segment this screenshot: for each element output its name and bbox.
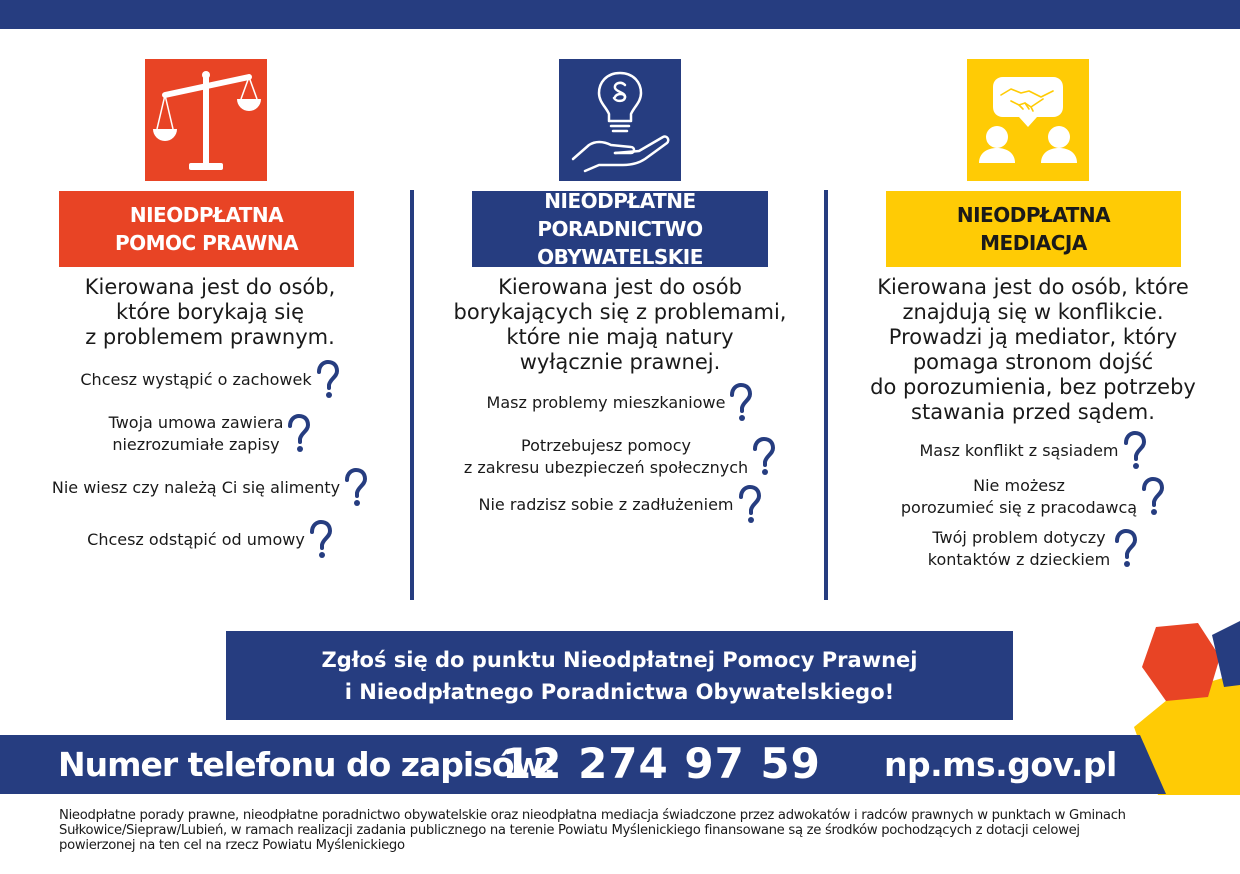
phone-number[interactable]: 12 274 97 59 <box>502 739 821 788</box>
title-civic-counseling <box>472 191 768 267</box>
column-description <box>440 275 800 375</box>
column-legal-aid <box>40 275 380 560</box>
phone-label: Numer telefonu do zapisów: <box>58 745 556 784</box>
question-text: Potrzebujesz pomocy <box>521 436 691 455</box>
cta-line: i Nieodpłatnego Poradnictwa Obywatelskiego! <box>344 679 895 704</box>
description-line: Kierowana jest do osób <box>498 275 742 299</box>
description-line: do porozumienia, bez potrzeby <box>870 375 1196 399</box>
question-text: kontaktów z dzieckiem <box>927 550 1111 569</box>
question-text: Twoja umowa zawiera <box>108 413 284 432</box>
question-text: niezrozumiałe zapisy <box>112 435 280 454</box>
website-link[interactable]: np.ms.gov.pl <box>884 745 1117 784</box>
question-text: Nie możesz <box>973 476 1065 495</box>
description-line: Prowadzi ją mediator, który <box>888 325 1178 349</box>
title-line: MEDIACJA <box>980 231 1087 255</box>
title-line: NIEODPŁATNA <box>956 203 1111 227</box>
question-item <box>440 435 800 479</box>
description-line: które borykają się <box>116 300 304 324</box>
contact-bar <box>0 735 1240 794</box>
question-item <box>858 475 1208 519</box>
footer-line: powierzonej na ten cel na rzecz Powiatu Myślenickiego <box>59 838 405 853</box>
description-line: które nie mają natury <box>506 325 734 349</box>
title-line: NIEODPŁATNE <box>544 189 696 213</box>
description-line: z problemem prawnym. <box>85 325 335 349</box>
cta-line: Zgłoś się do punktu Nieodpłatnej Pomocy Prawnej <box>321 647 918 672</box>
question-item <box>40 412 380 456</box>
column-civic-counseling <box>440 275 800 525</box>
question-mark-icon <box>314 360 340 400</box>
title-line: POMOC PRAWNA <box>114 231 299 255</box>
question-item <box>440 485 800 525</box>
question-text: z zakresu ubezpieczeń społecznych <box>463 458 749 477</box>
column-mediation <box>858 275 1208 571</box>
question-text: porozumieć się z pracodawcą <box>900 498 1138 517</box>
footer-note <box>59 808 1189 853</box>
column-description <box>858 275 1208 425</box>
footer-line: Sułkowice/Siepraw/Lubień, w ramach realizacji zadania publicznego na terenie Powiatu Myślenickiego finansowane są ze środków pochodzących z dotacji celowej <box>59 823 1080 838</box>
description-line: znajdują się w konflikcie. <box>902 300 1164 324</box>
lightbulb-paragraph-hand-icon <box>559 59 681 181</box>
column-divider <box>410 190 414 600</box>
mediation-people-handshake-icon <box>967 59 1089 181</box>
question-item <box>858 527 1208 571</box>
question-text: Nie radzisz sobie z zadłużeniem <box>478 495 734 514</box>
question-text: Twój problem dotyczy <box>932 528 1106 547</box>
column-divider <box>824 190 828 600</box>
question-mark-icon <box>307 520 333 560</box>
question-mark-icon <box>1139 477 1165 517</box>
question-item <box>40 468 380 508</box>
title-free-legal-aid <box>59 191 354 267</box>
question-mark-icon <box>342 468 368 508</box>
scales-of-justice-icon <box>145 59 267 181</box>
question-mark-icon <box>727 383 753 423</box>
question-mark-icon <box>1112 529 1138 569</box>
description-line: Kierowana jest do osób, <box>84 275 336 299</box>
title-mediation <box>886 191 1181 267</box>
question-mark-icon <box>736 485 762 525</box>
description-line: stawania przed sądem. <box>911 400 1155 424</box>
question-mark-icon <box>285 414 311 454</box>
question-item <box>440 383 800 423</box>
column-description <box>40 275 380 350</box>
description-line: wyłącznie prawnej. <box>519 350 721 374</box>
question-text: Chcesz odstąpić od umowy <box>87 530 305 549</box>
question-mark-icon <box>750 437 776 477</box>
description-line: Kierowana jest do osób, które <box>877 275 1189 299</box>
question-item <box>40 360 380 400</box>
question-item <box>40 520 380 560</box>
description-line: borykających się z problemami, <box>453 300 787 324</box>
description-line: pomaga stronom dojść <box>912 350 1154 374</box>
question-item <box>858 431 1208 471</box>
question-mark-icon <box>1121 431 1147 471</box>
footer-line: Nieodpłatne porady prawne, nieodpłatne poradnictwo obywatelskie oraz nieodpłatna mediacja świadczone przez adwokatów i radców prawnych w punktach w Gminach <box>59 808 1126 823</box>
call-to-action-banner <box>226 631 1013 720</box>
question-text: Nie wiesz czy należą Ci się alimenty <box>51 478 341 497</box>
question-text: Chcesz wystąpić o zachowek <box>80 370 312 389</box>
question-text: Masz problemy mieszkaniowe <box>486 393 726 412</box>
question-text: Masz konflikt z sąsiadem <box>919 441 1119 460</box>
top-bar <box>0 0 1240 29</box>
title-line: PORADNICTWO OBYWATELSKIE <box>537 217 703 269</box>
title-line: NIEODPŁATNA <box>129 203 284 227</box>
decorative-hexagon-overlap <box>1120 735 1240 794</box>
